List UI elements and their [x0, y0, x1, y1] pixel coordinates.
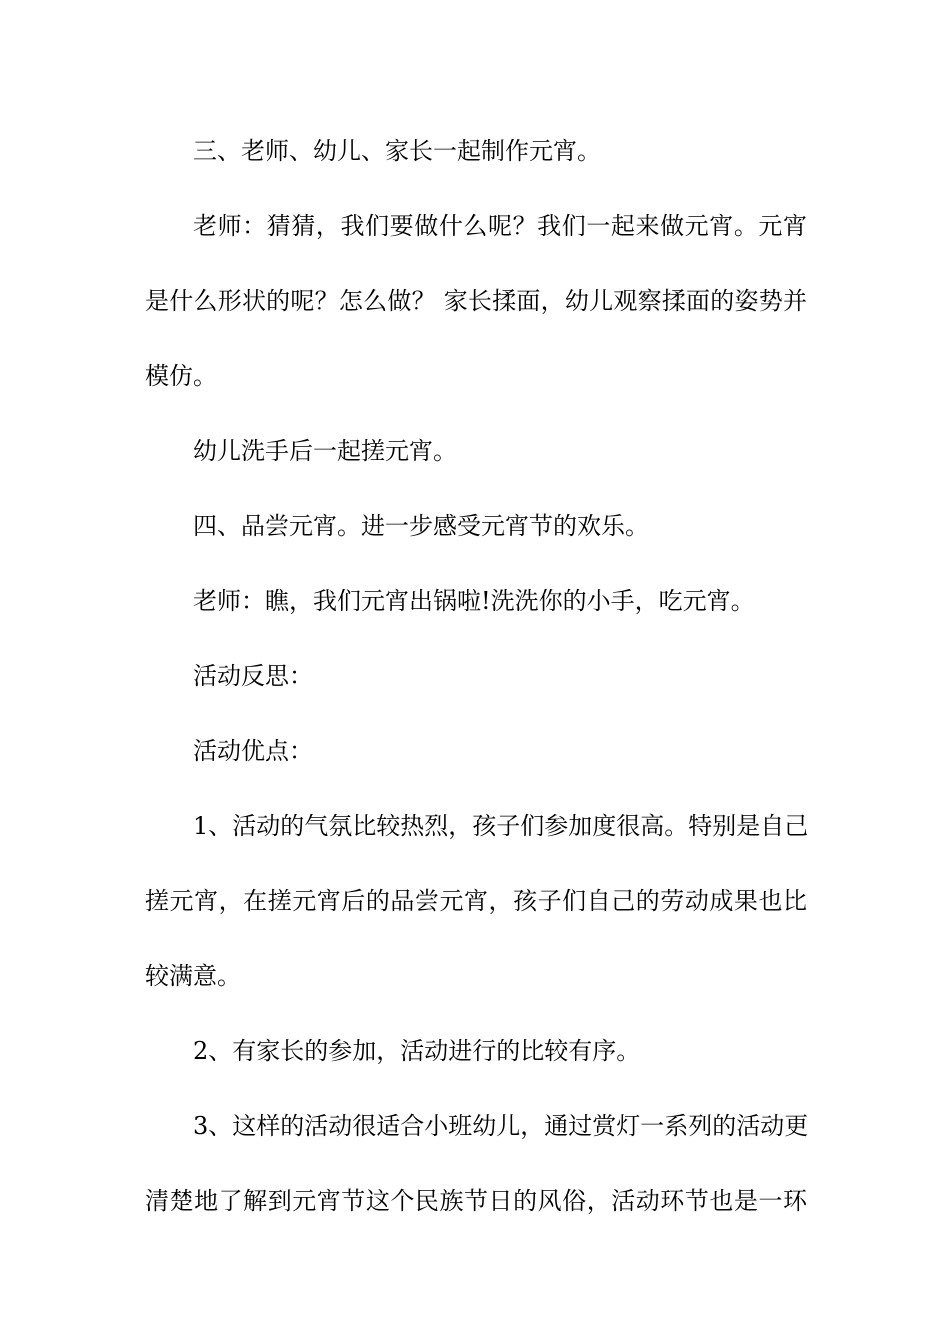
paragraph-line: 活动优点： [193, 737, 313, 765]
paragraph-line: 是什么形状的呢？怎么做？ 家长揉面，幼儿观察揉面的姿势并 [145, 287, 807, 315]
paragraph-line: 较满意。 [145, 962, 241, 990]
paragraph-line: 清楚地了解到元宵节这个民族节日的风俗，活动环节也是一环 [145, 1187, 807, 1215]
paragraph-line: 1、活动的气氛比较热烈，孩子们参加度很高。特别是自己 [193, 812, 809, 840]
paragraph-line: 幼儿洗手后一起搓元宵。 [193, 437, 457, 465]
paragraph-line: 搓元宵，在搓元宵后的品尝元宵，孩子们自己的劳动成果也比 [145, 887, 807, 915]
paragraph-line: 3、这样的活动很适合小班幼儿，通过赏灯一系列的活动更 [193, 1112, 809, 1140]
paragraph-line: 三、老师、幼儿、家长一起制作元宵。 [193, 137, 601, 165]
paragraph-line: 四、品尝元宵。进一步感受元宵节的欢乐。 [193, 512, 649, 540]
paragraph-line: 老师：瞧，我们元宵出锅啦!洗洗你的小手，吃元宵。 [193, 587, 755, 615]
paragraph-line: 活动反思： [193, 662, 313, 690]
paragraph-line: 模仿。 [145, 362, 217, 390]
paragraph-line: 2、有家长的参加，活动进行的比较有序。 [193, 1037, 641, 1065]
paragraph-line: 老师：猜猜，我们要做什么呢？我们一起来做元宵。元宵 [193, 212, 807, 240]
